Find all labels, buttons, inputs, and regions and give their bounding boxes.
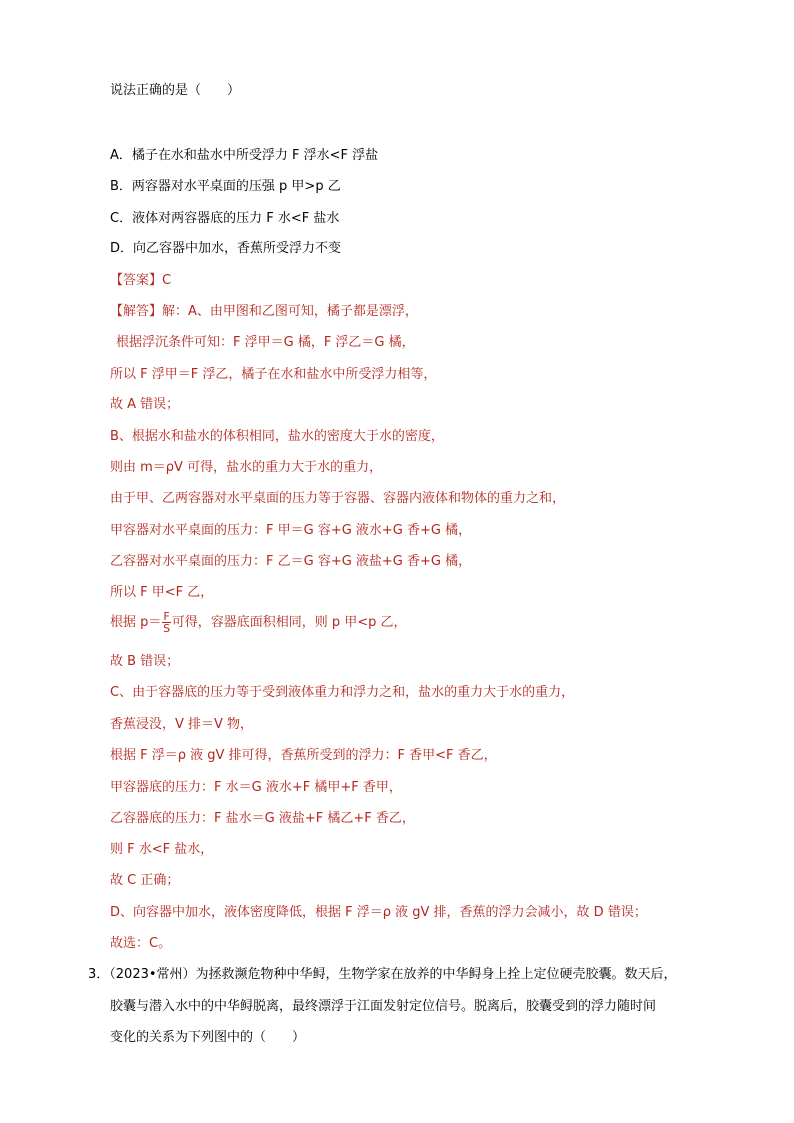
analysis-line-15: 根据 F 浮＝ρ 液 gV 排可得，香蕉所受到的浮力：F 香甲<F 香乙， [110,748,497,763]
analysis-line-13: C、由于容器底的压力等于受到液体重力和浮力之和，盐水的重力大于水的重力， [110,685,575,700]
question-intro: 说法正确的是（ ） [110,83,241,98]
fraction-numerator: F [163,610,170,623]
analysis-line-21: 故选：C。 [110,936,172,951]
analysis-line-4: 故 A 错误； [110,397,180,412]
analysis-line-9: 乙容器对水平桌面的压力：F 乙＝G 容+G 液盐+G 香+G 橘， [110,554,472,569]
analysis-line-10: 所以 F 甲<F 乙， [110,585,214,600]
analysis-line-3: 所以 F 浮甲＝F 浮乙，橘子在水和盐水中所受浮力相等， [110,367,437,382]
analysis-line-1 [110,303,418,321]
analysis-line-17: 乙容器底的压力：F 盐水＝G 液盐+F 橘乙+F 香乙， [110,811,415,826]
analysis-line-16: 甲容器底的压力：F 水＝G 液水+F 橘甲+F 香甲， [110,780,402,795]
question-3-line-1: 3．（2023•常州）为拯救濒危物种中华鲟，生物学家在放养的中华鲟身上拴上定位硬壳胶囊。数天后， [88,967,677,982]
option-a: A．橘子在水和盐水中所受浮力 F 浮水<F 浮盐 [110,148,379,163]
answer-tag: 【答案】 [110,273,163,288]
question-3-line-2: 胶囊与潜入水中的中华鲟脱离，最终漂浮于江面发射定位信号。脱离后，胶囊受到的浮力随时间 [110,999,657,1014]
analysis-line-19: 故 C 正确； [110,873,180,888]
option-b: B．两容器对水平桌面的压强 p 甲>p 乙 [110,179,341,194]
analysis-line-2: 根据浮沉条件可知：F 浮甲＝G 橘，F 浮乙＝G 橘， [116,335,415,350]
fraction-denominator: S [163,622,171,635]
fraction-f-over-s [162,611,170,634]
option-c: C．液体对两容器底的压力 F 水<F 盐水 [110,211,340,226]
analysis-tag: 【解答】 [110,304,163,319]
option-d: D．向乙容器中加水，香蕉所受浮力不变 [110,241,342,256]
analysis-line-7: 由于甲、乙两容器对水平桌面的压力等于容器、容器内液体和物体的重力之和， [110,491,566,506]
answer-line [110,272,171,290]
formula-prefix: 根据 p＝ [110,615,162,630]
analysis-line-8: 甲容器对水平桌面的压力：F 甲＝G 容+G 液水+G 香+G 橘， [110,523,472,538]
analysis-text-1: 解：A、由甲图和乙图可知，橘子都是漂浮， [162,304,418,319]
analysis-line-20: D、向容器中加水，液体密度降低，根据 F 浮＝ρ 液 gV 排，香蕉的浮力会减小，故 D 错误； [110,905,647,920]
analysis-line-14: 香蕉浸没，V 排＝V 物， [110,717,254,732]
analysis-line-12: 故 B 错误； [110,654,180,669]
answer-value: C [162,273,172,288]
formula-suffix: 可得，容器底面积相同，则 p 甲<p 乙， [171,615,407,630]
question-3-line-3: 变化的关系为下列图中的（ ） [110,1030,306,1045]
analysis-line-18: 则 F 水<F 盐水， [110,842,214,857]
analysis-line-11 [110,611,407,634]
analysis-line-6: 则由 m＝ρV 可得，盐水的重力大于水的重力， [110,460,383,475]
analysis-line-5: B、根据水和盐水的体积相同，盐水的密度大于水的密度， [110,429,444,444]
